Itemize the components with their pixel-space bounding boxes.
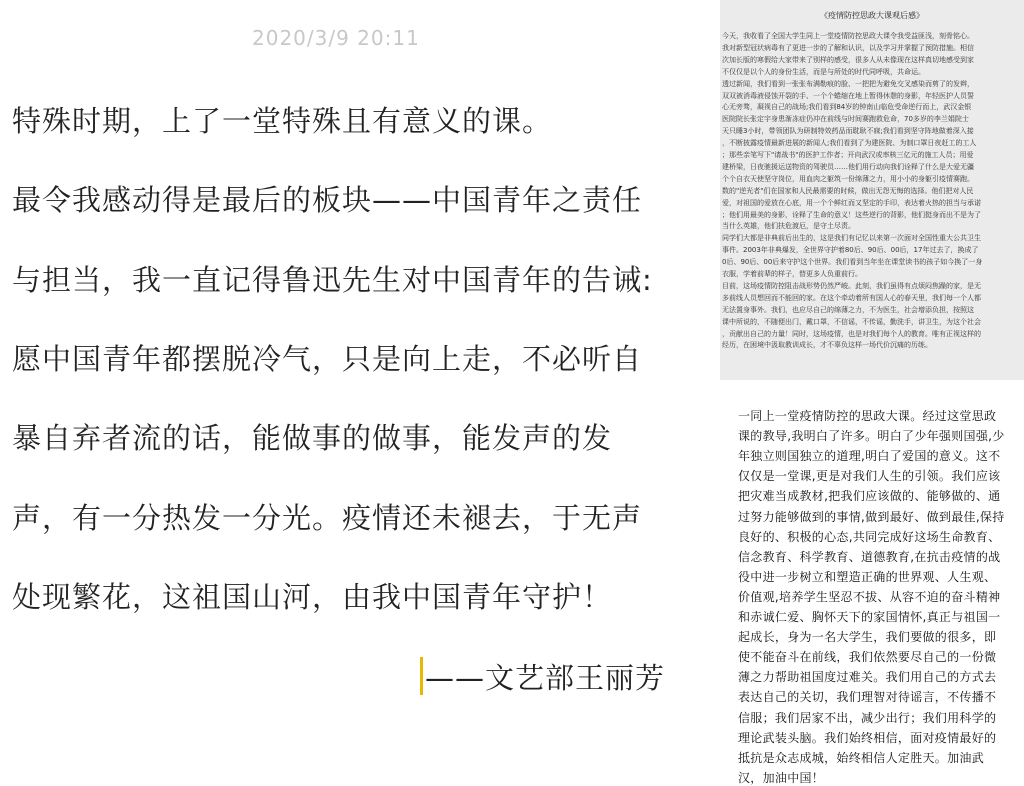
body-line: 抵抗是众志成城，始终相信人定胜天。加油武 — [738, 750, 985, 765]
document-thumbnail[interactable] — [720, 0, 1024, 380]
body-line: 课的教导,我明白了许多。明白了少年强则国强,少 — [738, 429, 1005, 444]
note-line: 处现繁花，这祖国山河，由我中国青年守护！ — [12, 580, 613, 614]
body-line: 过努力能够做到的事情,做到最好、做到最佳,保持 — [738, 509, 1005, 524]
document-line: 双双被消毒液侵蚀开裂的手、一个个蜷缩在地上暂得休憩的身影，年轻医护人员誓 — [722, 91, 974, 100]
document-line: 次加长版的寒假给大家带来了别样的感受，很多人从未像现在这样真切地感受到家 — [722, 55, 974, 64]
note-line: 与担当，我一直记得鲁迅先生对中国青年的告诫: — [12, 263, 653, 297]
body-line: 一同上一堂疫情防控的思政大课。经过这堂思政 — [738, 409, 997, 423]
document-line: ，不断披露疫情最新进展的新闻人;我们看到了为建医院、为制口罩日夜赶工的工人 — [722, 139, 977, 148]
document-line: 课中所说的，不随便出门，戴口罩，不信谣，不传谣，勤洗手，讲卫生，为这个社会 — [722, 317, 981, 326]
document-line: 无法置身事外。我们，也应尽自己的绵薄之力，不为医生，社会增添负担，按照这 — [722, 305, 974, 314]
document-line: 0后、90后、00后来守护这个世界。我们看到当年坐在课堂读书的孩子如今换了一身 — [722, 258, 983, 267]
body-line: 信服；我们居家不出，减少出行；我们用科学的 — [738, 710, 997, 725]
body-line: 和赤诚仁爱、胸怀天下的家国情怀,真正与祖国一 — [738, 610, 1001, 624]
document-line: 个个自衣天使坚守岗位，用血肉之躯筑一份绵薄之力，用小小的身躯引疫情赛跑。 — [722, 174, 974, 183]
document-line: ；他们用最美的身影，诠释了生命的意义！这些逆行的背影，他们挺身而出不是为了 — [722, 210, 981, 219]
note-line: 最令我感动得是最后的板块——中国青年之责任 — [12, 183, 643, 217]
document-line: 天只睡3小时，带领团队为研制特效药品而耽耿不寐;我们看到坚守阵地做着深入接 — [722, 127, 974, 136]
body-line: 使不能奋斗在前线，我们依然要尽自己的一份微 — [738, 650, 997, 665]
signature: ——文艺部王丽芳 — [425, 660, 666, 695]
body-line: 表达自己的关切，我们理智对待谣言，不传播不 — [738, 690, 997, 705]
body-line: 仅仅是一堂课,更是对我们人生的引领。我们应该 — [738, 469, 1001, 484]
document-line: 衣服，学着前辈的样子，替更多人负重前行。 — [722, 270, 862, 278]
document-line: 透过新闻，我们看到一张张布满勒痕的脸、一把把为避免交叉感染而剪了的发辫， — [722, 79, 974, 88]
body-line: 年独立则国独立的道理,明白了爱国的意义。这不 — [738, 449, 1001, 464]
document-line: ，贡献出自己的力量！同时，这场疫情，也是对我们每个人的教育。唯有正视这样的 — [722, 329, 981, 338]
note-line: 特殊时期，上了一堂特殊且有意义的课。 — [12, 104, 553, 138]
document-line: 不仅仅是以个人的身份生活，而是与所处的时代同呼吸，共命运。 — [722, 67, 925, 76]
signature-row[interactable] — [420, 656, 665, 696]
document-line: 经历，在困境中汲取教训成长，才不辜负这样一场代价沉痛的历练。 — [722, 341, 932, 350]
body-line: 薄之力帮助祖国度过难关。我们用自己的方式去 — [738, 670, 997, 685]
body-line: 役中进一步树立和塑造正确的世界观、人生观、 — [738, 569, 997, 584]
body-line: 把灾难当成教材,把我们应该做的、能够做的、通 — [738, 489, 1001, 504]
body-line: 信念教育、科学教育、道德教育,在抗击疫情的战 — [738, 549, 1001, 564]
note-line: 愿中国青年都摆脱冷气，只是向上走，不必听自 — [12, 342, 643, 376]
body-line: 理论武装头脑。我们始终相信，面对疫情最好的 — [738, 730, 997, 745]
document-line: 今天，我收看了全国大学生同上一堂疫情防控思政大课令我受益匪浅，刻骨铭心。 — [722, 32, 974, 40]
note-timestamp: 2020/3/9 20:11 — [252, 26, 420, 50]
document-line: 当什么英雄，他们扶危渡厄，是守土尽责。 — [722, 222, 855, 231]
document-line: 我对新型冠状病毒有了更进一步的了解和认识，以及学习并掌握了预防措施。相信 — [722, 43, 974, 52]
document-line: 建桥梁，日夜驰援运送物资的驾驶员……他们用行动向我们诠释了什么是大爱无疆 — [722, 162, 974, 171]
document-line: 爱，对祖国的爱放在心底，用一个个鲜红而又坚定的手印，表达着火热的担当与承诺 — [722, 198, 981, 207]
body-line: 良好的、积极的心态,共同完成好这场生命教育、 — [738, 529, 1001, 544]
document-line: 多前线人员想回而不能回的家。在这个牵动着所有国人心的春天里，我们每一个人都 — [722, 293, 981, 302]
document-line: 数的"逆光者"们在国家和人民最需要的时候，做出无怨无悔的选择。他们把对人民 — [722, 186, 974, 195]
body-line: 价值观,培养学生坚忍不拔、从容不迫的奋斗精神 — [738, 589, 1001, 604]
document-line: 事件。2003年非典爆发，全世界守护着80后、90后、00后，17年过去了，换成了 — [722, 246, 979, 255]
document-line: ；那些亲笔写下"请战书"的医护工作者；开向武汉或率核三亿元的施工人员；用爱 — [722, 151, 974, 159]
body-line: 起成长，身为一名大学生，我们要做的很多，即 — [738, 630, 997, 645]
document-line: 医院院长张定宇身患渐冻症仍冲在前线与时间赛跑救危命，70多岁的李兰娟院士 — [722, 115, 969, 124]
document-title: 《疫情防控思政大课观后感》 — [820, 11, 924, 20]
note-line: 声，有一分热发一分光。疫情还未褪去，于无声 — [12, 501, 643, 535]
document-line: 心无旁骛，凝视自己的战场;我们看到84岁的钟南山临危受命逆行而上，武汉金银 — [722, 103, 972, 112]
body-line: 汉，加油中国！ — [738, 770, 825, 785]
text-cursor — [420, 657, 423, 695]
note-line: 暴自弃者流的话，能做事的做事，能发声的发 — [12, 421, 613, 455]
document-line: 同学们大都是非典前后出生的，这是我们有记忆以来第一次面对全国性重大公共卫生 — [722, 234, 981, 243]
document-line: 目前，这场疫情防控阻击战形势仍然严峻。此刻，我们虽得有点烦闷焦躁的家，是无 — [722, 281, 981, 290]
